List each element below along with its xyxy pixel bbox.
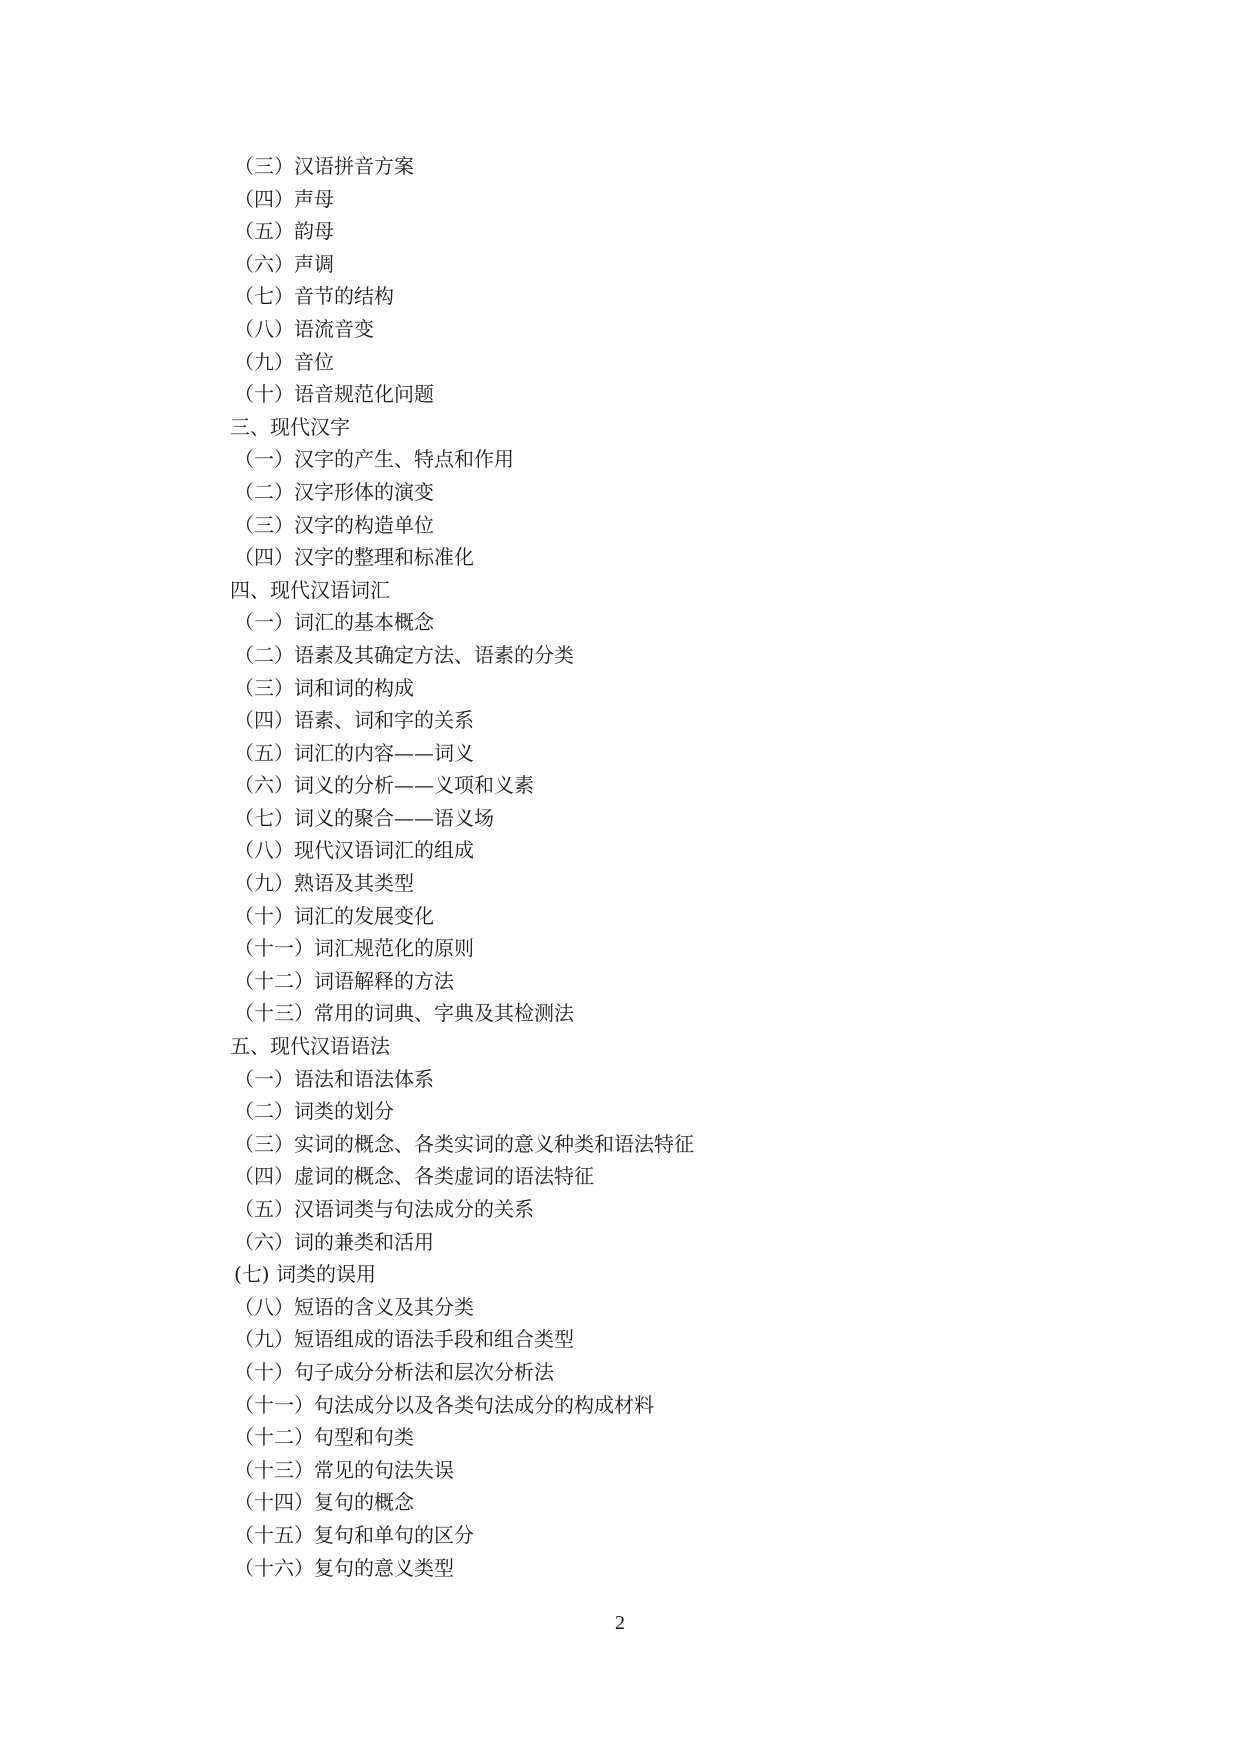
section-heading: 三、现代汉字 [230, 414, 350, 439]
outline-item: （十一）词汇规范化的原则 [234, 936, 474, 961]
outline-item: （十一）句法成分以及各类句法成分的构成材料 [234, 1392, 654, 1417]
outline-item: （十三）常见的句法失误 [234, 1457, 454, 1482]
outline-item: （七）音节的结构 [234, 284, 394, 309]
outline-item: （五）汉语词类与句法成分的关系 [234, 1197, 534, 1221]
outline-item: （一）汉字的产生、特点和作用 [234, 447, 514, 472]
outline-item: (七) 词类的误用 [234, 1262, 376, 1287]
outline-item: （六）词义的分析——义项和义素 [234, 773, 534, 798]
outline-item: （三）汉语拼音方案 [234, 154, 414, 178]
outline-item: （四）语素、词和字的关系 [234, 708, 474, 733]
outline-item: （十二）词语解释的方法 [234, 968, 454, 993]
page-number: 2 [615, 1612, 625, 1634]
outline-item: （九）熟语及其类型 [234, 871, 414, 896]
outline-item: （五）词汇的内容——词义 [234, 740, 474, 765]
outline-item: （十三）常用的词典、字典及其检测法 [234, 1001, 574, 1026]
outline-item: （八）现代汉语词汇的组成 [234, 838, 474, 863]
outline-item: （二）语素及其确定方法、语素的分类 [234, 642, 574, 667]
outline-item: （三）词和词的构成 [234, 675, 414, 700]
outline-item: （四）声母 [234, 186, 334, 211]
outline-item: （三）实词的概念、各类实词的意义种类和语法特征 [234, 1131, 694, 1156]
outline-item: （九）音位 [234, 349, 334, 374]
outline-item: （十四）复句的概念 [234, 1490, 414, 1515]
outline-item: （一）语法和语法体系 [234, 1066, 434, 1091]
outline-item: （四）汉字的整理和标准化 [234, 545, 474, 570]
outline-item: （十）词汇的发展变化 [234, 903, 434, 928]
document-body [230, 150, 1034, 1584]
outline-item: （十）句子成分分析法和层次分析法 [234, 1359, 554, 1384]
outline-item: （四）虚词的概念、各类虚词的语法特征 [234, 1164, 594, 1189]
outline-item: （九）短语组成的语法手段和组合类型 [234, 1327, 574, 1352]
outline-item: （六）声调 [234, 251, 334, 276]
outline-item: （八）短语的含义及其分类 [234, 1294, 474, 1319]
outline-item: （十五）复句和单句的区分 [234, 1522, 474, 1547]
section-heading: 四、现代汉语词汇 [230, 577, 390, 602]
section-heading: 五、现代汉语语法 [230, 1034, 390, 1059]
outline-item: （三）汉字的构造单位 [234, 512, 434, 537]
outline-list [230, 150, 1034, 1584]
outline-item: （八）语流音变 [234, 316, 374, 341]
outline-item: （二）词类的划分 [234, 1099, 394, 1124]
outline-item: （一）词汇的基本概念 [234, 610, 434, 635]
outline-item: （十）语音规范化问题 [234, 382, 434, 407]
outline-item: （五）韵母 [234, 219, 334, 244]
outline-item: （六）词的兼类和活用 [234, 1229, 434, 1254]
outline-item: （二）汉字形体的演变 [234, 479, 434, 504]
outline-item: （七）词义的聚合——语义场 [234, 805, 494, 830]
outline-item: （十二）句型和句类 [234, 1425, 414, 1450]
outline-item: （十六）复句的意义类型 [234, 1555, 454, 1580]
